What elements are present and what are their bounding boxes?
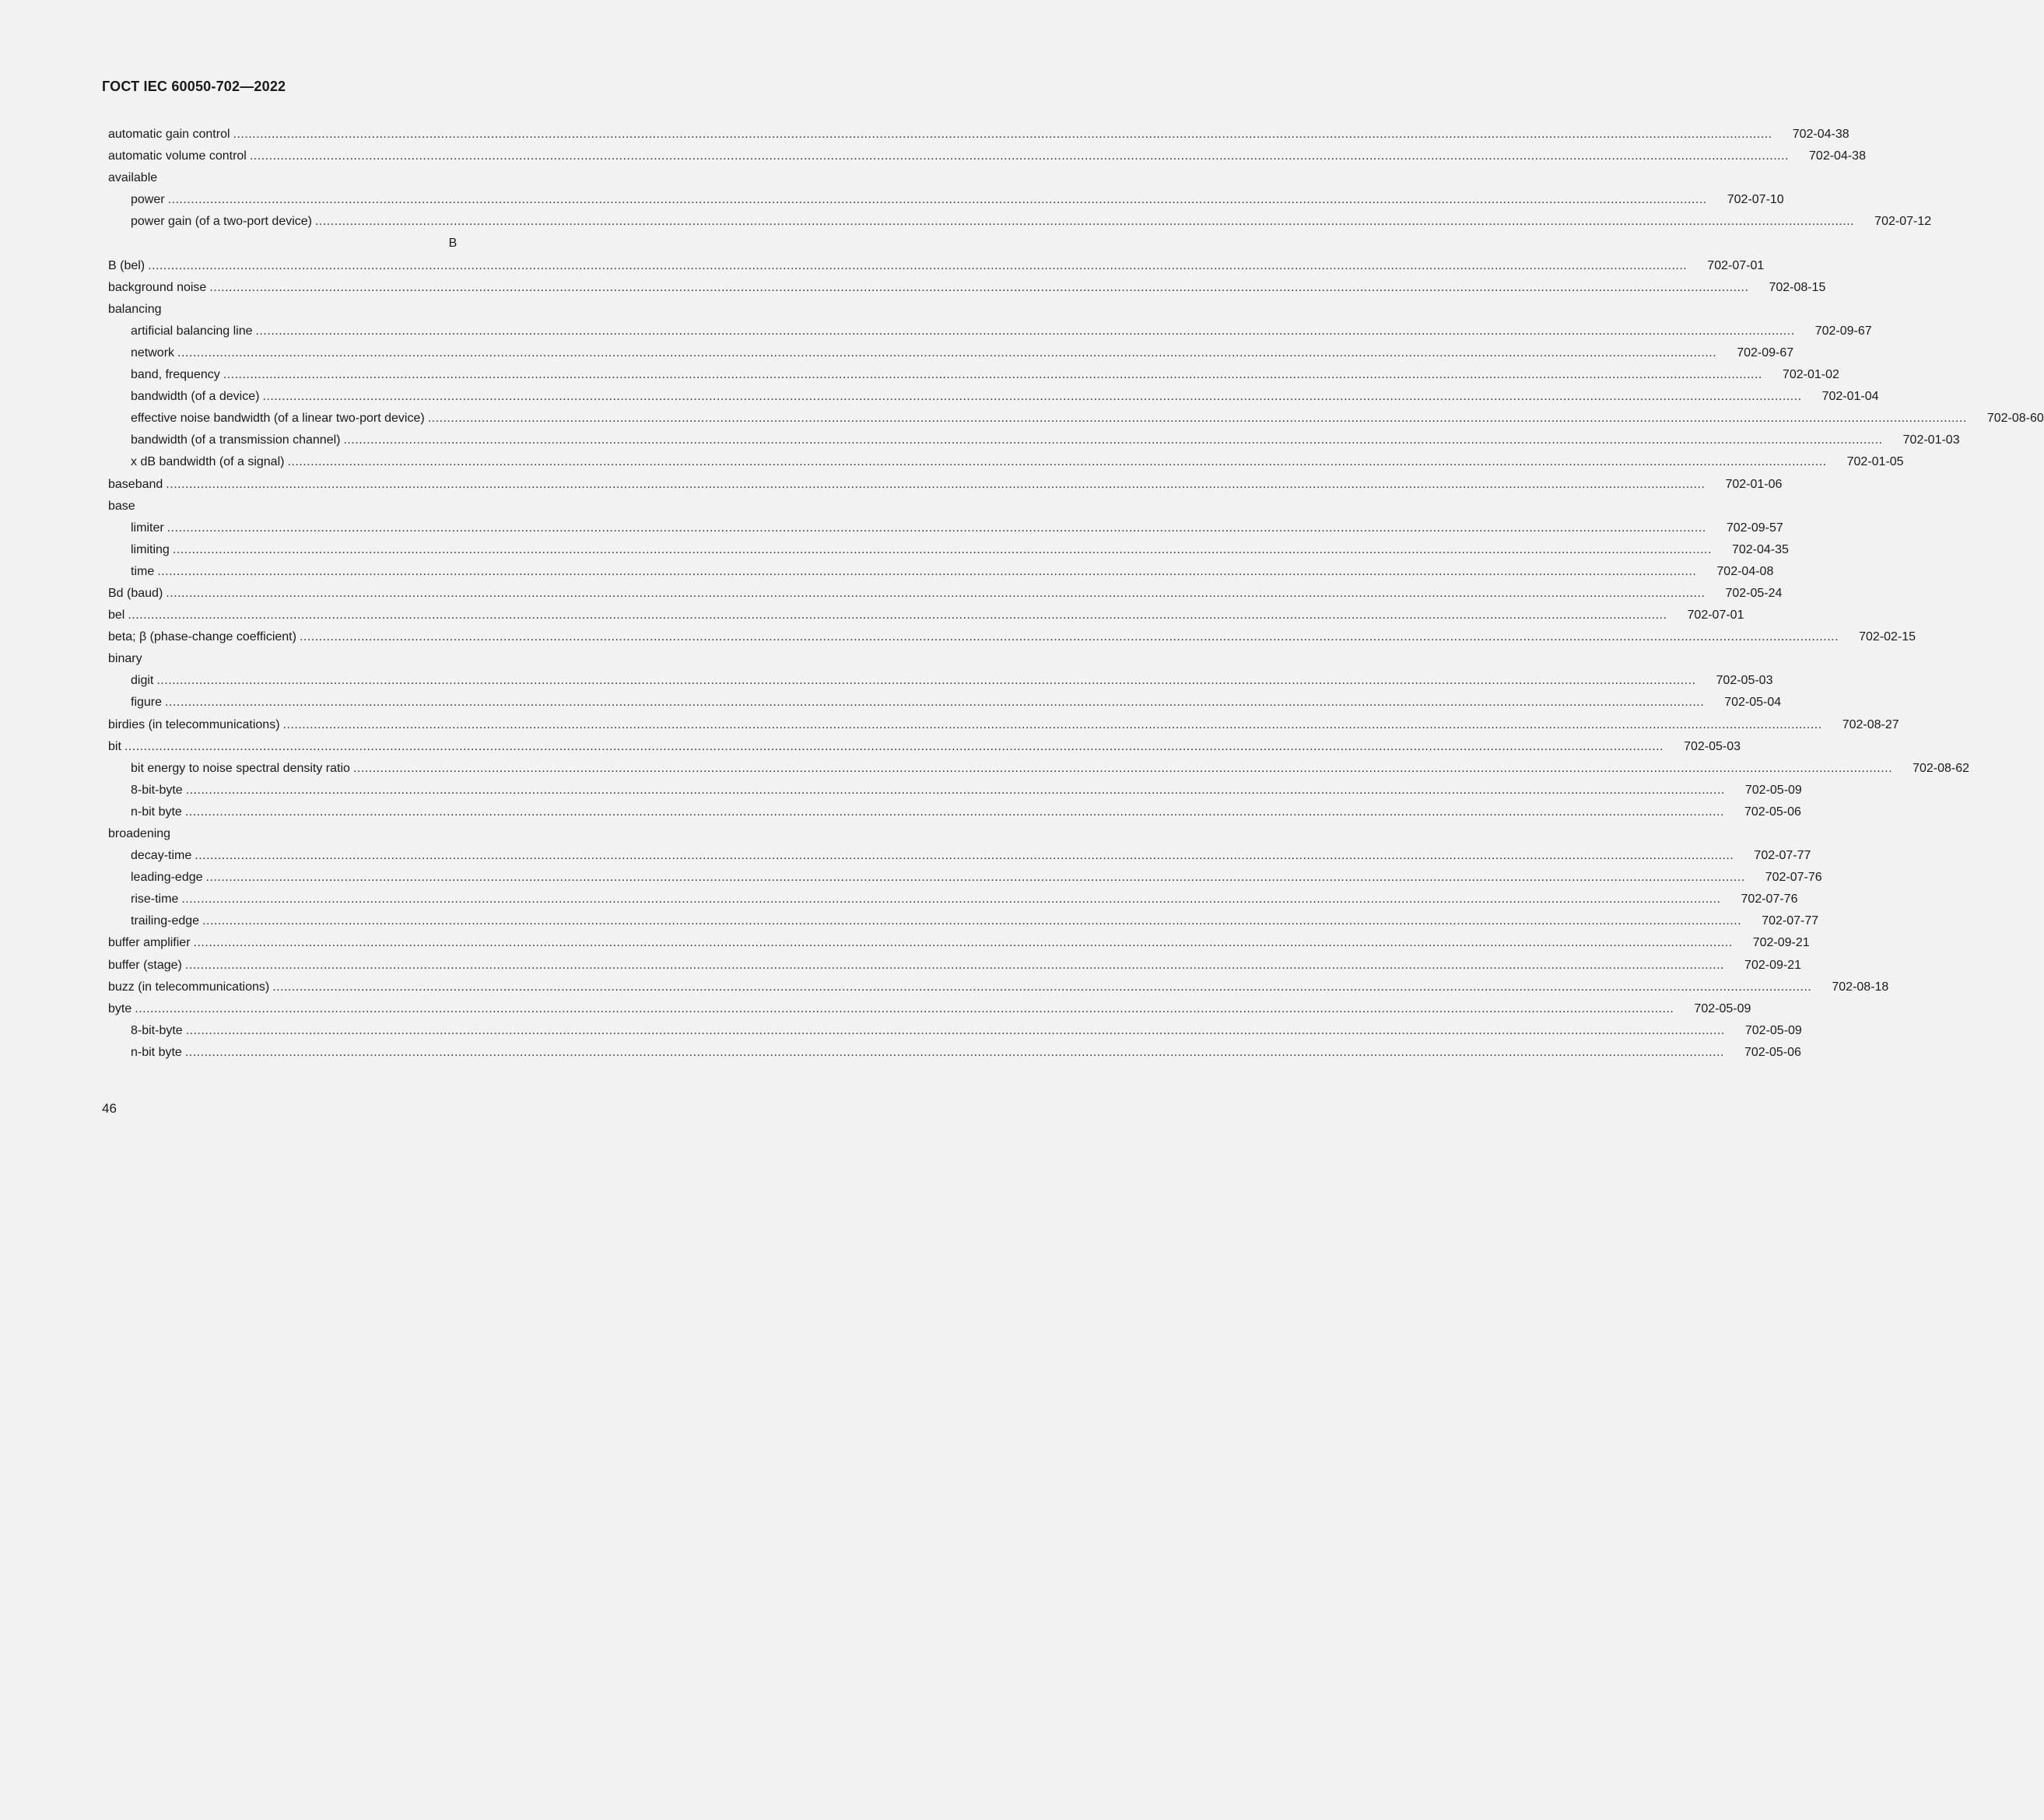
dot-leader: ................................................................................................................................................................................................................................................................................................................................................................................................................	[202, 914, 1742, 928]
entry-term: power	[131, 193, 165, 207]
index-subentry	[108, 430, 1960, 451]
entry-term: figure	[131, 696, 163, 710]
dot-leader: ................................................................................................................................................................................................................................................................................................................................................................................................................	[166, 586, 1706, 600]
entry-term: artificial balancing line	[131, 324, 253, 338]
dot-leader: ................................................................................................................................................................................................................................................................................................................................................................................................................	[255, 324, 1795, 338]
index-entry	[108, 955, 1801, 977]
entry-reference-number: 702-05-09	[1744, 1023, 1802, 1037]
entry-term: baseband	[108, 477, 163, 491]
entry-reference-number: 702-09-57	[1726, 521, 1783, 535]
entry-reference-number: 702-09-67	[1737, 345, 1794, 359]
dot-leader: ................................................................................................................................................................................................................................................................................................................................................................................................................	[185, 1023, 1725, 1037]
index-subentry	[108, 561, 1774, 583]
entry-term: trailing-edge	[131, 914, 200, 928]
index-subentry	[108, 889, 1798, 910]
index-subentry	[108, 364, 1839, 386]
dot-leader: ................................................................................................................................................................................................................................................................................................................................................................................................................	[287, 455, 1827, 469]
entry-reference-number: 702-08-60	[1986, 412, 2044, 426]
dot-leader: ................................................................................................................................................................................................................................................................................................................................................................................................................	[167, 193, 1707, 207]
entry-reference-number: 702-01-02	[1782, 368, 1839, 382]
entry-term: bandwidth (of a device)	[131, 390, 260, 404]
entry-term: available	[108, 171, 158, 185]
entry-term: automatic volume control	[108, 149, 247, 163]
index-entry	[108, 124, 1849, 146]
entry-term: limiter	[131, 521, 164, 535]
dot-leader: ................................................................................................................................................................................................................................................................................................................................................................................................................	[157, 564, 1697, 578]
index-subentry	[108, 1020, 1802, 1042]
index-entry	[108, 714, 1899, 736]
dot-leader: ................................................................................................................................................................................................................................................................................................................................................................................................................	[427, 412, 1967, 426]
entry-reference-number: 702-02-15	[1859, 630, 1916, 644]
entry-term: time	[131, 564, 155, 578]
page-number: 46	[102, 1101, 117, 1116]
index-subentry	[108, 189, 1784, 211]
index-entry	[108, 977, 1889, 998]
entry-term: 8-bit-byte	[131, 783, 183, 797]
index-subentry	[108, 692, 1782, 714]
entry-term: digit	[131, 674, 154, 688]
dot-leader: ................................................................................................................................................................................................................................................................................................................................................................................................................	[172, 542, 1712, 556]
entry-term: decay-time	[131, 849, 192, 863]
entry-reference-number: 702-07-01	[1707, 258, 1765, 272]
entry-term: band, frequency	[131, 368, 220, 382]
dot-leader: ................................................................................................................................................................................................................................................................................................................................................................................................................	[166, 477, 1706, 491]
index-entry	[108, 736, 1741, 758]
dot-leader: ................................................................................................................................................................................................................................................................................................................................................................................................................	[195, 849, 1734, 863]
entry-reference-number: 702-04-38	[1792, 128, 1849, 141]
index-subentry	[108, 342, 1794, 364]
index-subentry	[108, 517, 1783, 539]
dot-leader: ................................................................................................................................................................................................................................................................................................................................................................................................................	[128, 608, 1667, 622]
entry-term: leading-edge	[131, 871, 203, 885]
entry-reference-number: 702-07-76	[1741, 892, 1798, 906]
entry-term: B	[448, 237, 458, 251]
term-index-list	[108, 124, 2044, 1064]
index-subentry	[108, 539, 1789, 561]
entry-reference-number: 702-05-06	[1744, 1045, 1801, 1059]
entry-term: bel	[108, 608, 125, 622]
entry-term: bit energy to noise spectral density ratio	[131, 761, 350, 775]
entry-reference-number: 702-08-62	[1913, 761, 1970, 775]
dot-leader: ................................................................................................................................................................................................................................................................................................................................................................................................................	[185, 783, 1725, 797]
dot-leader: ................................................................................................................................................................................................................................................................................................................................................................................................................	[209, 280, 1749, 294]
index-subentry	[108, 1042, 1801, 1064]
dot-leader: ................................................................................................................................................................................................................................................................................................................................................................................................................	[124, 739, 1664, 753]
entry-term: B (bel)	[108, 258, 145, 272]
entry-reference-number: 702-05-24	[1725, 586, 1783, 600]
dot-leader: ................................................................................................................................................................................................................................................................................................................................................................................................................	[262, 390, 1802, 404]
entry-term: rise-time	[131, 892, 179, 906]
index-entry	[108, 998, 1751, 1020]
index-subentry	[108, 780, 1802, 801]
entry-reference-number: 702-05-04	[1724, 696, 1782, 710]
dot-leader: ................................................................................................................................................................................................................................................................................................................................................................................................................	[193, 936, 1733, 950]
dot-leader: ................................................................................................................................................................................................................................................................................................................................................................................................................	[135, 1001, 1674, 1015]
dot-leader: ................................................................................................................................................................................................................................................................................................................................................................................................................	[184, 958, 1724, 972]
entry-reference-number: 702-07-77	[1754, 849, 1811, 863]
dot-leader: ................................................................................................................................................................................................................................................................................................................................................................................................................	[181, 892, 1721, 906]
entry-reference-number: 702-07-77	[1762, 914, 1819, 928]
dot-leader: ................................................................................................................................................................................................................................................................................................................................................................................................................	[148, 258, 1688, 272]
dot-leader: ................................................................................................................................................................................................................................................................................................................................................................................................................	[249, 149, 1789, 163]
entry-term: network	[131, 345, 175, 359]
entry-reference-number: 702-05-03	[1684, 739, 1741, 753]
dot-leader: ................................................................................................................................................................................................................................................................................................................................................................................................................	[282, 717, 1822, 731]
entry-term: 8-bit-byte	[131, 1023, 183, 1037]
dot-leader: ................................................................................................................................................................................................................................................................................................................................................................................................................	[343, 433, 1883, 447]
index-subentry	[108, 321, 1872, 342]
entry-reference-number: 702-05-03	[1716, 674, 1773, 688]
entry-term: binary	[108, 652, 142, 666]
entry-reference-number: 702-09-21	[1744, 958, 1801, 972]
dot-leader: ................................................................................................................................................................................................................................................................................................................................................................................................................	[272, 980, 1812, 994]
index-subentry	[108, 670, 1773, 692]
entry-reference-number: 702-09-67	[1814, 324, 1872, 338]
entry-reference-number: 702-05-09	[1694, 1001, 1751, 1015]
entry-term: birdies (in telecommunications)	[108, 717, 280, 731]
index-subentry	[108, 408, 2044, 430]
entry-reference-number: 702-01-06	[1725, 477, 1783, 491]
entry-term: n-bit byte	[131, 1045, 182, 1059]
dot-leader: ................................................................................................................................................................................................................................................................................................................................................................................................................	[167, 521, 1706, 535]
index-group-heading	[108, 167, 798, 189]
entry-term: x dB bandwidth (of a signal)	[131, 455, 285, 469]
index-entry	[108, 583, 1783, 605]
entry-reference-number: 702-09-21	[1752, 936, 1810, 950]
index-group-heading	[108, 496, 798, 517]
entry-term: power gain (of a two-port device)	[131, 215, 312, 229]
dot-leader: ................................................................................................................................................................................................................................................................................................................................................................................................................	[165, 696, 1705, 710]
dot-leader: ................................................................................................................................................................................................................................................................................................................................................................................................................	[233, 128, 1772, 141]
entry-term: background noise	[108, 280, 207, 294]
entry-term: buffer (stage)	[108, 958, 182, 972]
entry-term: byte	[108, 1001, 132, 1015]
entry-reference-number: 702-01-03	[1902, 433, 1960, 447]
entry-reference-number: 702-01-04	[1821, 390, 1879, 404]
entry-term: buzz (in telecommunications)	[108, 980, 270, 994]
index-entry	[108, 474, 1783, 496]
entry-reference-number: 702-07-01	[1687, 608, 1744, 622]
index-group-heading	[108, 823, 798, 845]
entry-term: automatic gain control	[108, 128, 230, 141]
dot-leader: ................................................................................................................................................................................................................................................................................................................................................................................................................	[299, 630, 1839, 644]
dot-leader: ................................................................................................................................................................................................................................................................................................................................................................................................................	[156, 674, 1696, 688]
entry-term: n-bit byte	[131, 805, 182, 819]
dot-leader: ................................................................................................................................................................................................................................................................................................................................................................................................................	[177, 345, 1717, 359]
entry-reference-number: 702-07-76	[1765, 871, 1822, 885]
entry-term: bit	[108, 739, 121, 753]
entry-reference-number: 702-08-27	[1842, 717, 1899, 731]
index-entry	[108, 626, 1916, 648]
entry-reference-number: 702-04-38	[1809, 149, 1866, 163]
index-subentry	[108, 910, 1819, 932]
index-subentry	[108, 451, 1904, 473]
entry-term: bandwidth (of a transmission channel)	[131, 433, 341, 447]
entry-reference-number: 702-01-05	[1846, 455, 1904, 469]
dot-leader: ................................................................................................................................................................................................................................................................................................................................................................................................................	[352, 761, 1893, 775]
index-group-heading	[108, 299, 798, 321]
index-subentry	[108, 758, 1970, 780]
index-group-heading	[108, 648, 798, 670]
index-entry	[108, 605, 1744, 626]
entry-reference-number: 702-05-09	[1744, 783, 1802, 797]
entry-reference-number: 702-07-12	[1874, 215, 1932, 229]
entry-reference-number: 702-05-06	[1744, 805, 1801, 819]
document-header: ГОСТ IEC 60050-702—2022	[102, 79, 286, 94]
entry-term: broadening	[108, 827, 171, 840]
dot-leader: ................................................................................................................................................................................................................................................................................................................................................................................................................	[184, 805, 1724, 819]
index-subentry	[108, 867, 1822, 889]
entry-term: balancing	[108, 302, 162, 316]
entry-term: buffer amplifier	[108, 936, 191, 950]
entry-reference-number: 702-08-15	[1769, 280, 1826, 294]
dot-leader: ................................................................................................................................................................................................................................................................................................................................................................................................................	[315, 215, 1855, 229]
entry-term: limiting	[131, 542, 170, 556]
entry-reference-number: 702-08-18	[1832, 980, 1889, 994]
dot-leader: ................................................................................................................................................................................................................................................................................................................................................................................................................	[205, 871, 1745, 885]
letter-section-heading	[108, 233, 798, 254]
index-entry	[108, 277, 1826, 299]
entry-term: beta; β (phase-change coefficient)	[108, 630, 296, 644]
index-subentry	[108, 801, 1801, 823]
dot-leader: ................................................................................................................................................................................................................................................................................................................................................................................................................	[184, 1045, 1724, 1059]
index-subentry	[108, 845, 1811, 867]
entry-reference-number: 702-07-10	[1727, 193, 1784, 207]
entry-reference-number: 702-04-08	[1716, 564, 1774, 578]
entry-term: base	[108, 499, 135, 513]
index-subentry	[108, 211, 1932, 233]
entry-term: effective noise bandwidth (of a linear two-port device)	[131, 412, 425, 426]
index-entry	[108, 146, 1866, 167]
entry-term: Bd (baud)	[108, 586, 163, 600]
index-entry	[108, 255, 1765, 277]
index-entry	[108, 932, 1810, 954]
index-subentry	[108, 386, 1879, 408]
dot-leader: ................................................................................................................................................................................................................................................................................................................................................................................................................	[223, 368, 1762, 382]
entry-reference-number: 702-04-35	[1731, 542, 1789, 556]
